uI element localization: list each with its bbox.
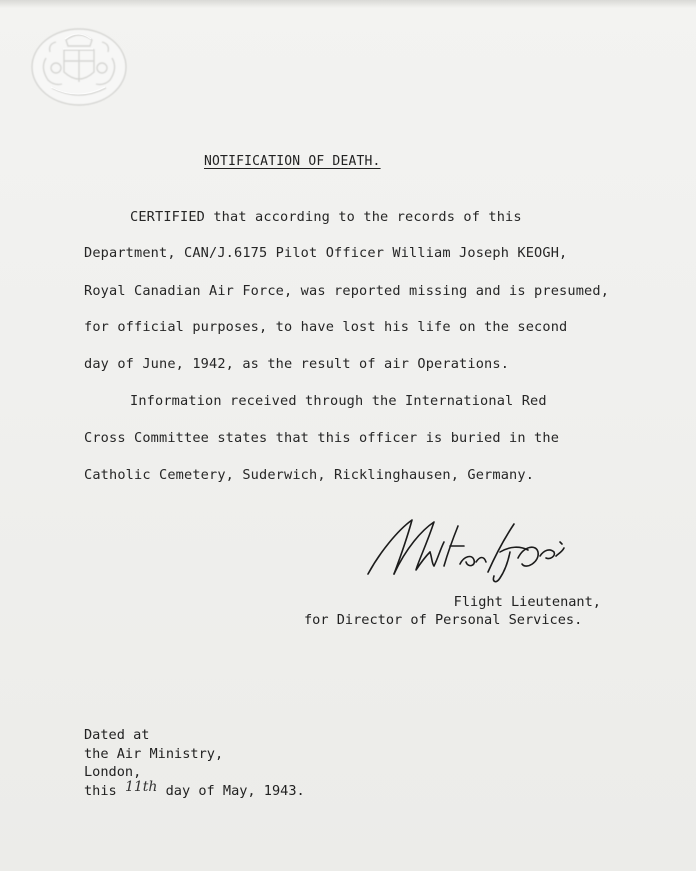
body-line: Catholic Cemetery, Suderwich, Ricklinghausen, Germany. — [84, 467, 535, 483]
dated-block — [84, 726, 305, 800]
dated-city: London, — [84, 764, 142, 780]
dated-suffix: day of May, 1943. — [165, 782, 305, 799]
body-line: Information received through the International Red — [130, 393, 547, 409]
handwritten-signature-icon — [360, 512, 590, 592]
signatory-department: for Director of Personal Services. — [304, 612, 583, 628]
dated-location: the Air Ministry, — [84, 745, 224, 762]
dated-prefix: this — [84, 782, 117, 799]
body-line: Royal Canadian Air Force, was reported missing and is presumed, — [84, 283, 610, 299]
body-line: day of June, 1942, as the result of air Operations. — [84, 356, 510, 372]
dated-line: Dated at — [84, 727, 150, 743]
body-line: for official purposes, to have lost his life on the second — [84, 319, 568, 335]
body-line: Department, CAN/J.6175 Pilot Officer William Joseph KEOGH, — [84, 245, 568, 261]
handwritten-day: 11th — [124, 778, 158, 795]
body-line: CERTIFIED that according to the records of this — [130, 209, 522, 225]
body-line: Cross Committee states that this officer is buried in the — [84, 430, 560, 446]
paper-top-edge — [0, 0, 696, 8]
signatory-rank: Flight Lieutenant, — [453, 594, 601, 610]
dated-date-line — [84, 778, 305, 801]
document-title: NOTIFICATION OF DEATH. — [204, 154, 381, 169]
royal-coat-of-arms-embossed-seal-icon — [28, 22, 130, 108]
